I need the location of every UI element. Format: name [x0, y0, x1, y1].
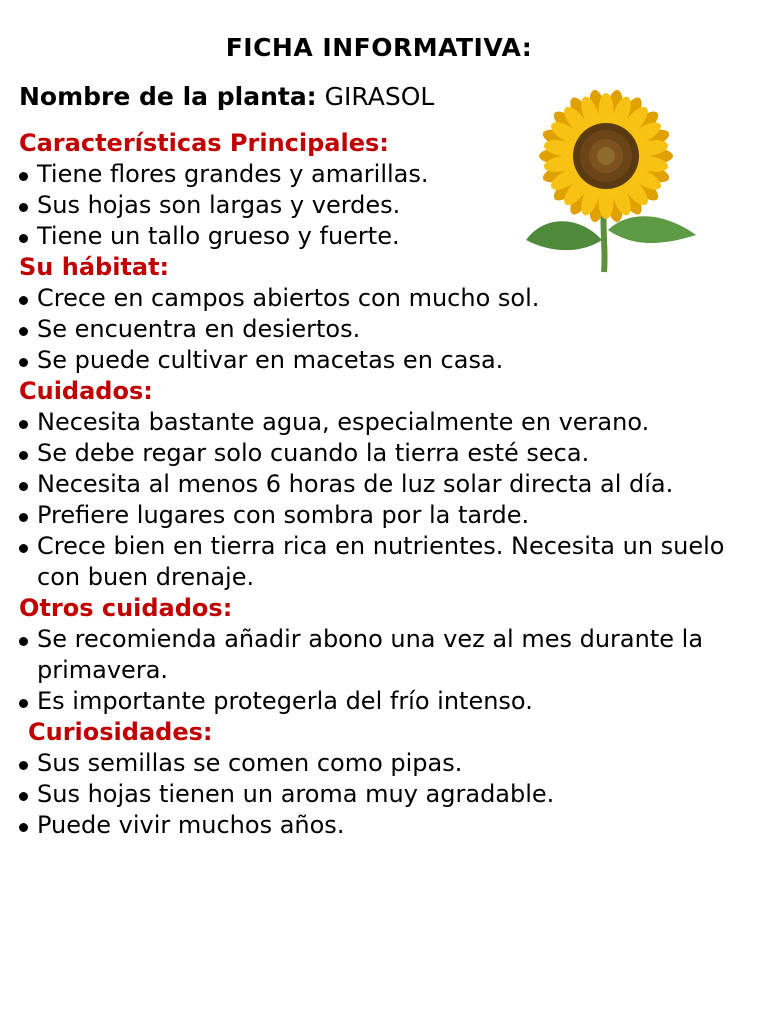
- section-heading: Cuidados:: [19, 377, 153, 405]
- page-title: FICHA INFORMATIVA:: [225, 33, 533, 62]
- list-item: Se debe regar solo cuando la tierra esté seca.: [19, 438, 739, 469]
- list-item: Crece bien en tierra rica en nutrientes. Necesita un suelo con buen drenaje.: [19, 531, 739, 593]
- list-item: Crece en campos abiertos con mucho sol.: [19, 283, 739, 314]
- plant-name-line: [19, 82, 434, 111]
- section-heading: Curiosidades:: [28, 718, 213, 746]
- list-item: Necesita al menos 6 horas de luz solar directa al día.: [19, 469, 739, 500]
- list-item: Sus hojas tienen un aroma muy agradable.: [19, 779, 739, 810]
- list-item: Se puede cultivar en macetas en casa.: [19, 345, 739, 376]
- list-item: Se encuentra en desiertos.: [19, 314, 739, 345]
- list-item: Puede vivir muchos años.: [19, 810, 739, 841]
- bullet-list: [19, 624, 739, 717]
- list-item: Tiene un tallo grueso y fuerte.: [19, 221, 739, 252]
- list-item: Es importante protegerla del frío intenso.: [19, 686, 739, 717]
- list-item: Se recomienda añadir abono una vez al mes durante la primavera.: [19, 624, 739, 686]
- list-item: Necesita bastante agua, especialmente en verano.: [19, 407, 739, 438]
- bullet-list: [19, 159, 739, 252]
- list-item: Tiene flores grandes y amarillas.: [19, 159, 739, 190]
- list-item: Prefiere lugares con sombra por la tarde.: [19, 500, 739, 531]
- section-heading: Características Principales:: [19, 129, 389, 157]
- plant-name-label: Nombre de la planta:: [19, 82, 317, 111]
- list-item: Sus hojas son largas y verdes.: [19, 190, 739, 221]
- section-heading: Su hábitat:: [19, 253, 170, 281]
- plant-name-value: GIRASOL: [324, 82, 435, 111]
- bullet-list: [19, 407, 739, 593]
- list-item: Sus semillas se comen como pipas.: [19, 748, 739, 779]
- bullet-list: [19, 748, 739, 841]
- info-sheet-body: [19, 128, 739, 841]
- section-heading: Otros cuidados:: [19, 594, 233, 622]
- bullet-list: [19, 283, 739, 376]
